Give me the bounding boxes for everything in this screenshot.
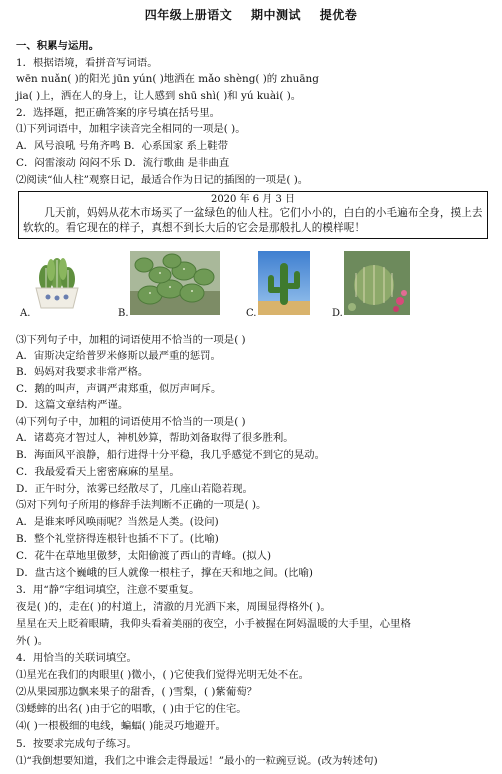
question-line: D．正午时分，浓雾已经散尽了，几座山若隐若现。 [16, 483, 253, 495]
question-line: 4．用恰当的关联词填空。 [16, 652, 137, 664]
question-line: 2．选择题，把正确答案的序号填在括号里。 [16, 107, 221, 119]
diary-box [18, 191, 488, 239]
question-line: ⑶蟋蟀的出名( )由于它的唱歌，( )由于它的住宅。 [16, 703, 247, 715]
question-line: B．整个礼堂挤得连根针也插不下了。(比喻) [16, 533, 219, 545]
question-line: ⑷( )一根极细的电线，蝙蝠( )能灵巧地避开。 [16, 720, 226, 732]
option-c-label: C. [246, 308, 257, 319]
question-line: C．闷雷滚动 闷闷不乐 D．流行歌曲 是非曲直 [16, 157, 230, 169]
barrel-cactus-icon [344, 251, 410, 315]
diary-date: 2020 年 6 月 3 日 [210, 194, 296, 205]
question-line: C．我最爱看天上密密麻麻的星星。 [16, 466, 180, 478]
option-a-label: A. [20, 308, 31, 319]
question-line: 5．按要求完成句子练习。 [16, 738, 137, 750]
question-line: ⑵从果园那边飘来果子的甜香，( )雪梨，( )紫葡萄？ [16, 686, 258, 698]
question-line: D．这篇文章结构严谨。 [16, 399, 129, 411]
question-line: jia( )上，洒在人的身上，让人感到 shū shì( )和 yú kuài( )。 [16, 90, 302, 102]
diary-text: 几天前，妈妈从花木市场买了一盆绿色的仙人柱。它们小小的，白白的小毛遍布全身，摸上去软软的。看它现在的样子，真想不到长大后的它会是那般扎人的模样呢！ [23, 207, 483, 234]
question-line: B．妈妈对我要求非常严格。 [16, 366, 149, 378]
question-line: ⑴“我倒想要知道，我们之中谁会走得最远！”最小的一粒豌豆说。(改为转述句) [16, 755, 378, 767]
question-line: wēn nuǎn( )的阳光 jūn yún( )地洒在 mǎo shèng( )的 zhuāng [16, 73, 319, 85]
question-line: C．鹅的叫声，声调严肃郑重，似厉声呵斥。 [16, 383, 222, 395]
desert-saguaro-icon [258, 251, 310, 315]
question-line: ⑶下列句子中，加粗的词语使用不恰当的一项是( ) [16, 334, 246, 346]
question-line: 1．根据语境，看拼音写词语。 [16, 57, 158, 69]
question-line: ⑸对下列句子所用的修辞手法判断不正确的一项是( )。 [16, 499, 267, 511]
page-title: 四年级上册语文 期中测试 提优卷 [144, 8, 358, 22]
question-line: A．是谁来呼风唤雨呢？当然是人类。(设问) [16, 516, 219, 528]
question-line: B．海面风平浪静，船行进得十分平稳，我几乎感觉不到它的晃动。 [16, 449, 325, 461]
question-line: A．诸葛亮才智过人，神机妙算，帮助刘备取得了很多胜利。 [16, 432, 294, 444]
option-b-label: B. [118, 308, 129, 319]
small-potted-cactus-icon [30, 250, 84, 312]
prickly-pear-cactus-icon [130, 251, 220, 315]
question-line: C．花牛在草地里傲梦，太阳偷渡了西山的青峰。(拟人) [16, 550, 272, 562]
question-line: 外( )。 [16, 635, 49, 647]
option-d-label: D. [332, 308, 343, 319]
question-line: 星星在天上眨着眼睛，我仰头看着美丽的夜空，小手被握在阿妈温暖的大手里，心里格 [16, 618, 411, 630]
question-line: 夜是( )的，走在( )的村道上，清澈的月光洒下来，周围显得格外( )。 [16, 601, 331, 613]
question-line: A．风号浪吼 号角齐鸣 B．心系国家 系上鞋带 [16, 140, 229, 152]
question-line: ⑷下列句子中，加粗的词语使用不恰当的一项是( ) [16, 416, 246, 428]
question-line: D．盘古这个巍峨的巨人就像一根柱子，撑在天和地之间。(比喻) [16, 567, 313, 579]
question-line: ⑴星光在我们的肉眼里( )微小，( )它使我们觉得光明无处不在。 [16, 669, 309, 681]
question-line: 一、积累与运用。 [16, 40, 100, 52]
question-line: A．宙斯决定给普罗米修斯以最严重的惩罚。 [16, 350, 221, 362]
question-line: ⑵阅读“仙人柱”观察日记，最适合作为日记的插图的一项是( )。 [16, 174, 309, 186]
question-line: 3．用“静”字组词填空，注意不要重复。 [16, 584, 200, 596]
question-line: ⑴下列词语中，加粗字读音完全相同的一项是( )。 [16, 123, 246, 135]
